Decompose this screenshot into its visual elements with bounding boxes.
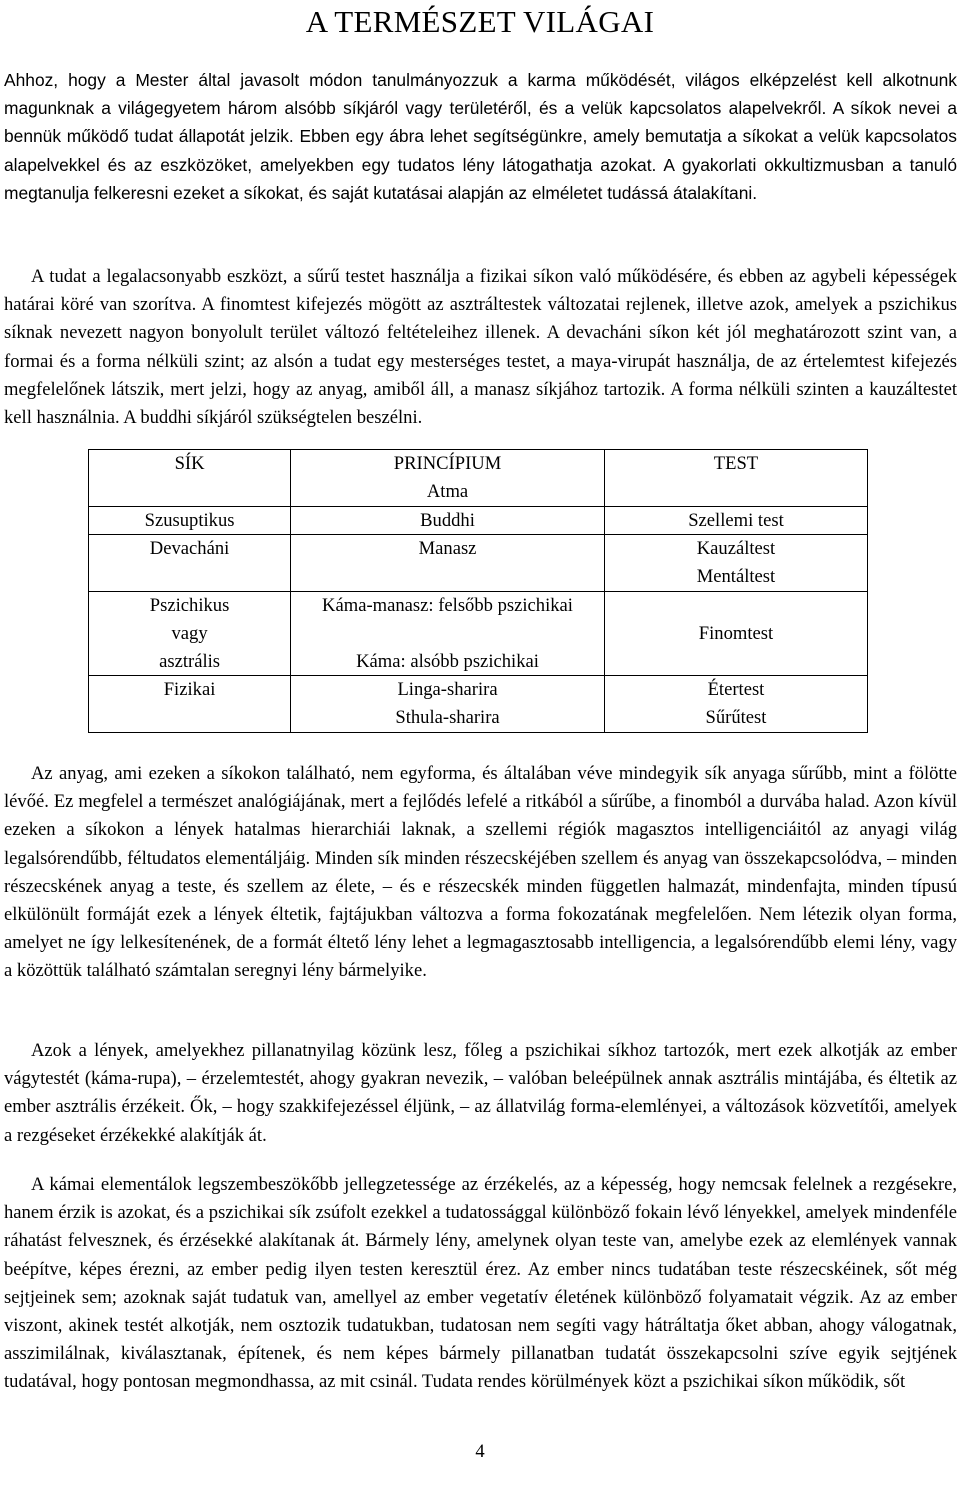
cell-sik: Fizikai bbox=[89, 676, 291, 733]
header-sik: SÍK bbox=[89, 450, 291, 507]
planes-table bbox=[88, 449, 868, 733]
header-test: TEST bbox=[604, 450, 867, 507]
cell-principium-line: Sthula-sharira bbox=[395, 707, 500, 729]
body-paragraph-kamai: A kámai elementálok legszembeszökőbb jellegzetessége az érzékelés, az a képesség, hogy nemcsak felelnek a rezgésekre, hanem érzik is azokat, és a pszichikai sík zsúfolt ezekkel a tudatossággal különböző fokain lévő lényekkel, amelyek mindenféle ráhatást felvesznek, és érzésekké alakítanak át. Bármely lény, amelynek olyan teste van, amelybe ezek az elemlények vannak beépítve, képes érezni, az ember pedig ilyen testen keresztül érez. Az ember nincs tudatában teste részecskéinek, sőt még sejtjeinek sem; azoknak saját tudatuk van, amellyel az ember vegetatív életének különböző folyamatait végzik. Az az ember viszont, akinek testét alkotják, nem osztozik tudatukban, tudatosan nem segíti vagy hátráltatja őket abban, ahogy válogatnak, asszimilálnak, kiválasztanak, építenek, és nem képes bármely pillanatban tudatát összekapcsolni szíve egyik sejtjének tudatával, hogy pontosan megmondhassa, az mit csinál. Tudata rendes körülmények közt a pszichikai síkon működik, sőt bbox=[4, 1174, 957, 1393]
table-row-szusuptikus bbox=[89, 506, 868, 535]
page-number: 4 bbox=[475, 1441, 485, 1462]
cell-test: Finomtest bbox=[604, 591, 867, 675]
cell-test-line: Sűrűtest bbox=[705, 707, 767, 729]
cell-sik: Szusuptikus bbox=[89, 506, 291, 535]
cell-principium-spacer bbox=[295, 620, 600, 648]
page-title: A TERMÉSZET VILÁGAI bbox=[305, 4, 655, 39]
header-principium-label: PRINCÍPIUM bbox=[393, 453, 502, 474]
cell-test-line: Étertest bbox=[707, 679, 765, 701]
cell-principium-line: Káma: alsóbb pszichikai bbox=[356, 650, 539, 672]
principium-atma: Atma bbox=[426, 480, 469, 502]
body-paragraph-tudat: A tudat a legalacsonyabb eszközt, a sűrű testet használja a fizikai síkon való működésére, és ebben az agybeli képességek határai köré van szorítva. A finomtest kifejezés mögött az asztráltestek változatai rejlenek, illetve azok, amelyek a pszichikus síknak nevezett nagyon bonyolult terület változó feltételeihez illenek. A devacháni síkon két jól meghatározott szint van, a formai és a forma nélküli szint; az alsón a tudat egy mesterséges testet, a maya-virupát használja, de az értelemtest kifejezés megfelelőnek látszik, mert jelzi, hogy az anyag, amiből áll, a manasz síkjához tartozik. A forma nélküli szinten a kauzáltestet kell használnia. A buddhi síkjáról szükségtelen beszélni. bbox=[4, 266, 957, 429]
table-row-devachani bbox=[89, 535, 868, 592]
header-principium bbox=[291, 450, 605, 507]
cell-principium: Manasz bbox=[291, 535, 605, 592]
cell-principium: Buddhi bbox=[291, 506, 605, 535]
cell-sik-line: Pszichikus bbox=[149, 594, 230, 616]
cell-test-line: Kauzáltest bbox=[696, 538, 776, 560]
cell-test: Szellemi test bbox=[604, 506, 867, 535]
cell-test bbox=[604, 535, 867, 592]
cell-sik-line: asztrális bbox=[159, 650, 221, 672]
cell-sik-line: vagy bbox=[171, 622, 208, 644]
cell-sik: Devacháni bbox=[89, 535, 291, 592]
cell-principium-line: Linga-sharira bbox=[397, 679, 498, 701]
intro-paragraph: Ahhoz, hogy a Mester által javasolt módon tanulmányozzuk a karma működését, világos elképzelést kell alkotnunk magunknak a világegyetem három alsóbb síkjáról vagy területéről, és a velük kapcsolatos alapelvekről. A síkok nevei a bennük működő tudat állapotát jelzik. Ebben egy ábra lehet segítségünkre, amely bemutatja a síkokat a velük kapcsolatos alapelvekkel és az eszközöket, amelyekben egy tudatos lény látogathatja azokat. A gyakorlati okkultizmusban a tanuló megtanulja felkeresni ezeket a síkokat, és saját kutatásai alapján az elméletet tudássá átalakítani. bbox=[4, 70, 957, 203]
table-row-fizikai bbox=[89, 676, 868, 733]
cell-principium bbox=[291, 676, 605, 733]
cell-sik bbox=[89, 591, 291, 675]
cell-principium-line: Káma-manasz: felsőbb pszichikai bbox=[322, 594, 573, 616]
cell-test bbox=[604, 676, 867, 733]
table-row-pszichikus bbox=[89, 591, 868, 675]
body-paragraph-anyag: Az anyag, ami ezeken a síkokon található, nem egyforma, és általában véve mindegyik sík anyaga sűrűbb, mint a fölötte lévőé. Ez megfelel a természet analógiájának, mert a fejlődés lefelé a ritkából a sűrűbe, a finomból a durvába halad. Azon kívül ezeken a síkokon a lények hatalmas hierarchiái laknak, a szellemi régiók magasztos intelligenciáitól az anyagi világ legalsórendűbb, féltudatos elementáljáig. Minden sík minden részecskéjében szellem és anyag van összekapcsolódva, – minden részecskének anyag a teste, és szellem az élete, – és e részecskék minden független halmazát, mindenfajta, minden típusú elkülönült formáját ezek a lények éltetik, fajtájukban változva a forma fokozatának megfelelően. Nem létezik olyan forma, amelyet ne így lelkesítenének, de a formát éltető lény lehet a legmagasztosabb intelligencia, a legalsórendűbb elemi lény, vagy a közöttük található számtalan seregnyi lény bármelyike. bbox=[4, 763, 957, 982]
cell-principium bbox=[291, 591, 605, 675]
body-paragraph-lenyek: Azok a lények, amelyekhez pillanatnyilag közünk lesz, főleg a pszichikai síkhoz tartozók, mert ezek alkotják az ember vágytestét (káma-rupa), – érzelemtestét, ahogy gyakran nevezik, – valóban beleépülnek annak asztrális mintájába, és éltetik az ember asztrális érzékeit. Ők, – hogy szakkifejezéssel éljünk, – az állatvilág forma-elemlényei, a változások közvetítői, amelyek a rezgéseket érzékekké alakítják át. bbox=[4, 1040, 957, 1146]
cell-test-line: Mentáltest bbox=[696, 566, 776, 588]
table-header-row bbox=[89, 450, 868, 507]
